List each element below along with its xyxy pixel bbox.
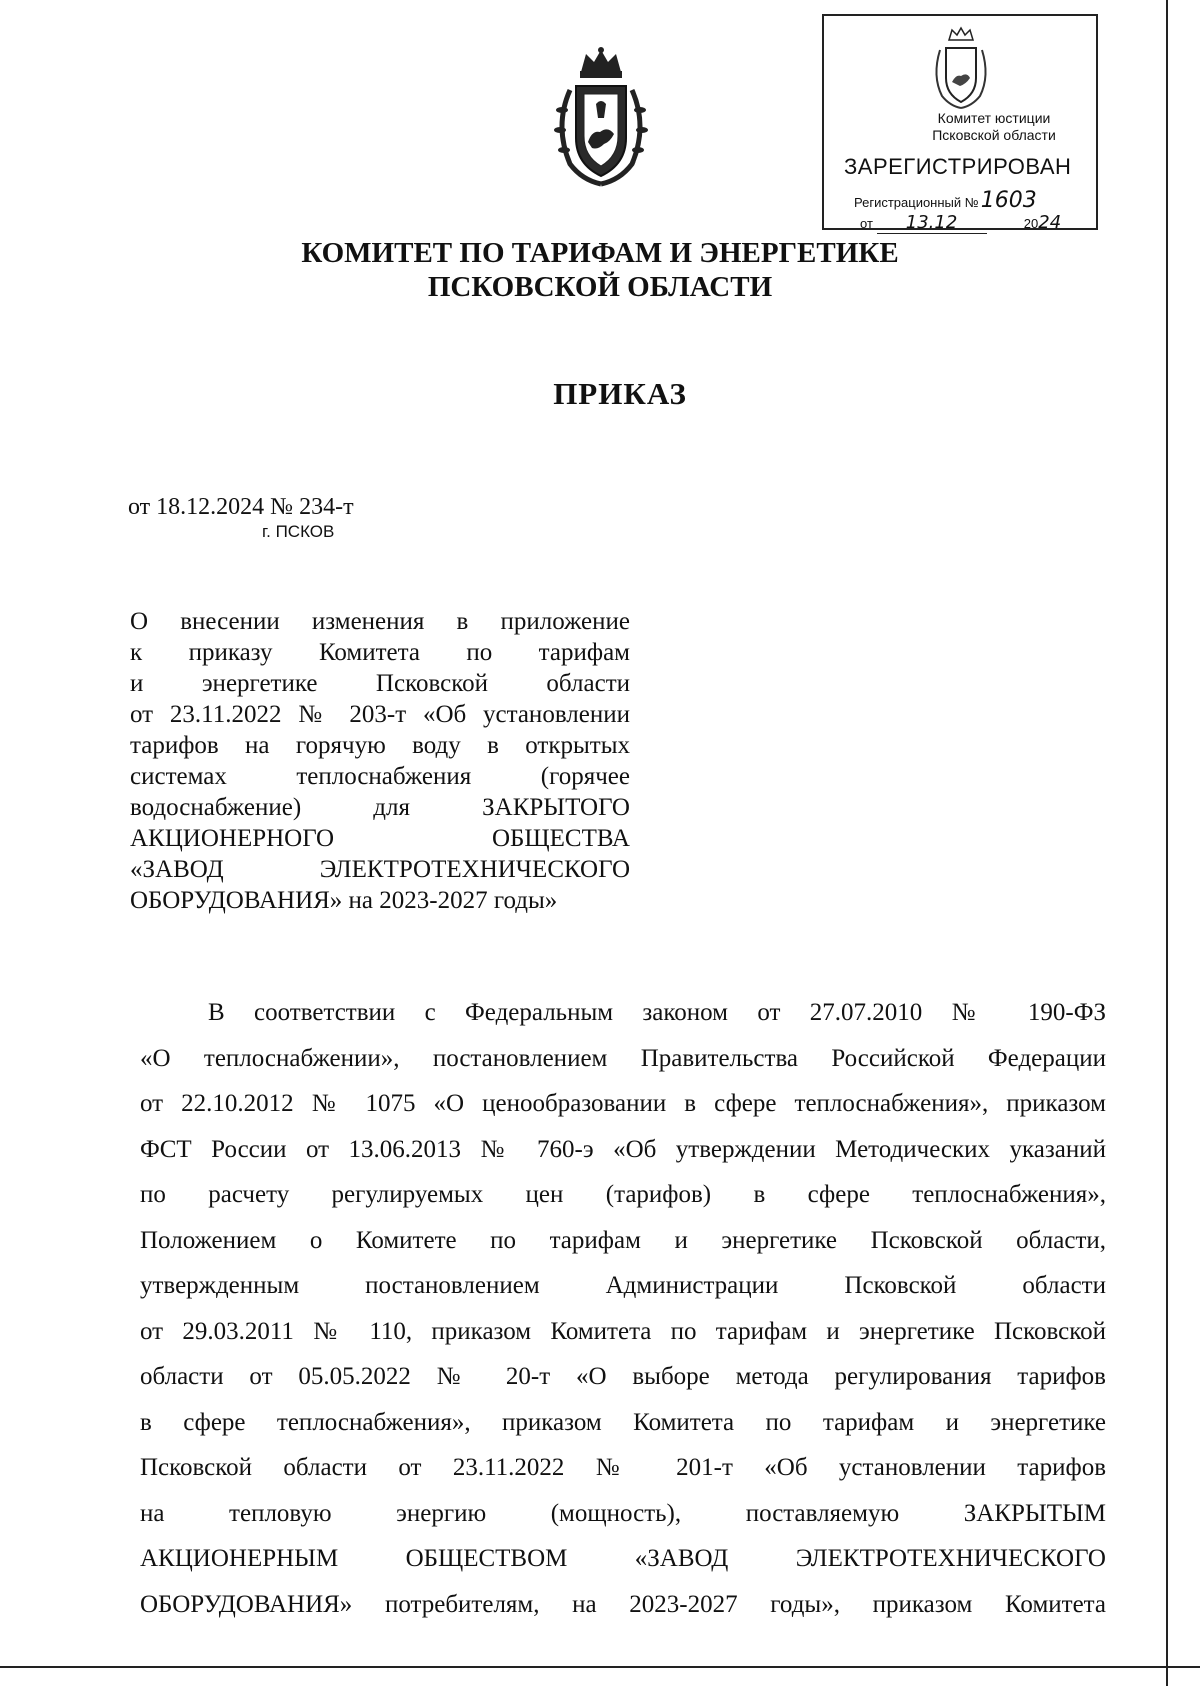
page-edge-bottom	[0, 1666, 1200, 1668]
body-line: на тепловую энергию (мощность), поставляемую ЗАКРЫТЫМ	[140, 1499, 1106, 1527]
subject-line: водоснабжение) для ЗАКРЫТОГО	[130, 794, 630, 821]
subject-line: «ЗАВОД ЭЛЕКТРОТЕХНИЧЕСКОГО	[130, 856, 630, 883]
document-type: ПРИКАЗ	[553, 376, 687, 411]
document-date-number: от 18.12.2024 № 234-т	[128, 494, 354, 520]
stamp-org-line2: Псковской области	[932, 127, 1056, 143]
stamp-year-prefix: 20	[1023, 216, 1039, 231]
stamp-date-label: от	[860, 216, 873, 231]
subject-line: и энергетике Псковской области	[130, 670, 630, 697]
stamp-year-handwritten: 24	[1038, 212, 1062, 233]
coat-of-arms-icon	[548, 46, 654, 188]
document-body	[140, 990, 1106, 1627]
stamp-date-value: 13.12	[877, 212, 987, 234]
stamp-status: ЗАРЕГИСТРИРОВАН	[844, 154, 1072, 179]
organization-title	[180, 236, 1020, 304]
stamp-reg-label: Регистрационный №	[854, 195, 979, 210]
document-subject	[130, 606, 630, 916]
body-line: от 29.03.2011 № 110, приказом Комитета по тарифам и энергетике Псковской	[140, 1317, 1106, 1345]
body-line: В соответствии с Федеральным законом от 27.07.2010 № 190-ФЗ	[208, 999, 1106, 1026]
stamp-reg-row	[854, 188, 1094, 213]
body-line: ФСТ России от 13.06.2013 № 760-э «Об утверждении Методических указаний	[140, 1135, 1106, 1163]
subject-line: системах теплоснабжения (горячее	[130, 763, 630, 790]
page-edge-right	[1166, 0, 1168, 1686]
organization-title-line2: ПСКОВСКОЙ ОБЛАСТИ	[427, 271, 773, 303]
body-line: «О теплоснабжении», постановлением Правительства Российской Федерации	[140, 1044, 1106, 1072]
subject-line: тарифов на горячую воду в открытых	[130, 732, 630, 759]
document-city: г. ПСКОВ	[262, 522, 335, 541]
stamp-org-line1: Комитет юстиции	[937, 110, 1051, 126]
body-line: утвержденным постановлением Администрации Псковской области	[140, 1272, 1106, 1299]
subject-line: к приказу Комитета по тарифам	[130, 639, 630, 666]
subject-line: АКЦИОНЕРНОГО ОБЩЕСТВА	[130, 825, 630, 852]
subject-line: О внесении изменения в приложение	[130, 608, 630, 635]
body-line: Положением о Комитете по тарифам и энергетике Псковской области,	[140, 1226, 1106, 1254]
body-line: по расчету регулируемых цен (тарифов) в сфере теплоснабжения»,	[140, 1181, 1106, 1208]
registration-stamp	[822, 14, 1098, 233]
body-line: области от 05.05.2022 № 20-т «О выборе метода регулирования тарифов	[140, 1363, 1106, 1390]
subject-line: от 23.11.2022 № 203-т «Об установлении	[130, 701, 630, 728]
subject-line: ОБОРУДОВАНИЯ» на 2023-2027 годы»	[130, 887, 558, 914]
body-line: ОБОРУДОВАНИЯ» потребителям, на 2023-2027 годы», приказом Комитета	[140, 1590, 1106, 1618]
body-line: АКЦИОНЕРНЫМ ОБЩЕСТВОМ «ЗАВОД ЭЛЕКТРОТЕХНИЧЕСКОГО	[140, 1545, 1106, 1572]
stamp-coat-of-arms-icon	[930, 26, 992, 110]
body-line: от 22.10.2012 № 1075 «О ценообразовании в сфере теплоснабжения», приказом	[140, 1090, 1106, 1117]
organization-title-line1: КОМИТЕТ ПО ТАРИФАМ И ЭНЕРГЕТИКЕ	[301, 237, 899, 269]
body-line: Псковской области от 23.11.2022 № 201-т «Об установлении тарифов	[140, 1454, 1106, 1481]
stamp-reg-number: 1603	[980, 188, 1037, 213]
stamp-date-row	[860, 212, 1100, 234]
body-line: в сфере теплоснабжения», приказом Комитета по тарифам и энергетике	[140, 1408, 1106, 1436]
